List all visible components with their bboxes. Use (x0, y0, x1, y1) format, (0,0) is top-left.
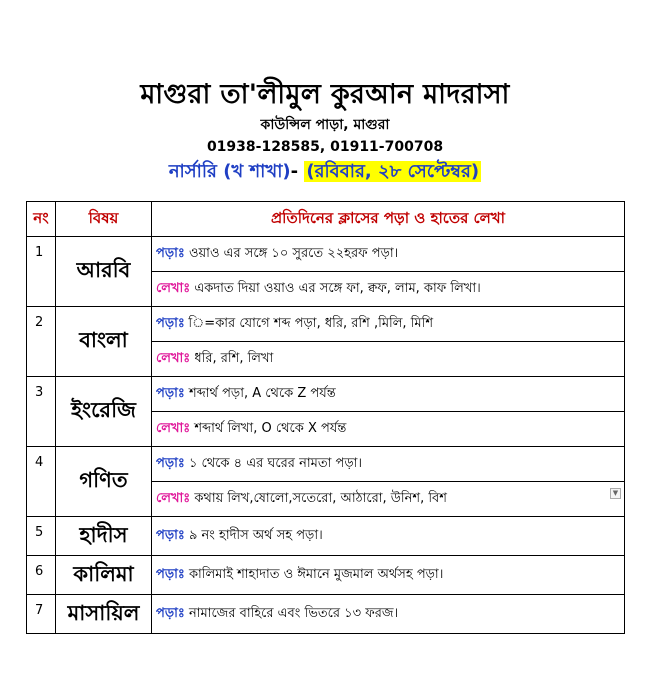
read-task (152, 377, 625, 412)
write-text: শব্দার্থ লিখা, O থেকে X পর্যন্ত (190, 420, 347, 436)
read-text: ওয়াও এর সঙ্গে ১০ সুরতে ২২হরফ পড়া। (184, 245, 399, 261)
write-task (152, 342, 625, 377)
row-number: 4 (27, 447, 56, 517)
read-task (152, 447, 625, 482)
write-label: লেখাঃ (156, 420, 191, 436)
write-task (152, 412, 625, 447)
table-row (27, 447, 625, 482)
row-number: 1 (27, 237, 56, 307)
write-task (152, 482, 625, 517)
table-row (27, 237, 625, 272)
read-task (152, 237, 625, 272)
read-label: পড়াঃ (156, 315, 185, 331)
header-no: নং (27, 202, 56, 237)
read-text: ১ থেকে ৪ এর ঘরের নামতা পড়া। (184, 455, 363, 471)
read-label: পড়াঃ (156, 385, 185, 401)
table-row (27, 307, 625, 342)
read-task (152, 517, 625, 556)
madrasa-title: মাগুরা তা'লীমুল কুরআন মাদরাসা (140, 79, 510, 110)
read-label: পড়াঃ (156, 455, 185, 471)
write-label: লেখাঃ (156, 490, 191, 506)
read-label: পড়াঃ (156, 527, 185, 543)
write-task (152, 272, 625, 307)
row-number: 6 (27, 556, 56, 595)
write-text: ধরি, রশি, লিখা (190, 350, 274, 366)
class-date-separator: - (290, 161, 305, 182)
class-line (0, 160, 650, 184)
write-label: লেখাঃ (156, 350, 191, 366)
read-text: শব্দার্থ পড়া, A থেকে Z পর্যন্ত (184, 385, 336, 401)
read-label: পড়াঃ (156, 245, 185, 261)
table-row (27, 556, 625, 595)
document-header (0, 78, 650, 184)
row-number: 7 (27, 595, 56, 634)
subject-cell: গণিত (56, 447, 152, 517)
header-work: প্রতিদিনের ক্লাসের পড়া ও হাতের লেখা (152, 202, 625, 237)
read-label: পড়াঃ (156, 605, 185, 621)
read-text: কালিমাই শাহাদাত ও ঈমানে মুজমাল অর্থসহ পড়া। (184, 566, 444, 582)
table-row (27, 517, 625, 556)
subject-cell: কালিমা (56, 556, 152, 595)
write-text: কথায় লিখ,ষোলো,সতেরো, আঠারো, উনিশ, বিশ (190, 490, 447, 506)
write-label: লেখাঃ (156, 280, 191, 296)
row-number: 3 (27, 377, 56, 447)
subject-cell: ইংরেজি (56, 377, 152, 447)
read-label: পড়াঃ (156, 566, 185, 582)
read-task (152, 556, 625, 595)
read-text: ৯ নং হাদীস অর্থ সহ পড়া। (184, 527, 323, 543)
phone-numbers: 01938-128585, 01911-700708 (206, 139, 444, 155)
write-text: একদাত দিয়া ওয়াও এর সঙ্গে ফা, ক্বফ, লাম, কাফ লিখা। (190, 280, 481, 296)
table-header-row (27, 202, 625, 237)
row-number: 2 (27, 307, 56, 377)
subject-cell: মাসায়িল (56, 595, 152, 634)
read-text: নামাজের বাহিরে এবং ভিতরে ১৩ ফরজ। (184, 605, 399, 621)
subject-cell: বাংলা (56, 307, 152, 377)
table-row (27, 377, 625, 412)
routine-table (26, 201, 625, 634)
class-date: (রবিবার, ২৮ সেপ্টেম্বর) (306, 161, 480, 182)
subject-cell: আরবি (56, 237, 152, 307)
subject-cell: হাদীস (56, 517, 152, 556)
class-name: নার্সারি (খ শাখা) (168, 161, 291, 182)
read-task (152, 595, 625, 634)
table-row (27, 595, 625, 634)
madrasa-address: কাউন্সিল পাড়া, মাগুরা (260, 117, 390, 133)
read-task (152, 307, 625, 342)
row-number: 5 (27, 517, 56, 556)
read-text: ি=কার যোগে শব্দ পড়া, ধরি, রশি ,মিলি, মিশি (184, 315, 434, 331)
dropdown-arrow-icon[interactable]: ▼ (610, 488, 621, 499)
header-subject: বিষয় (56, 202, 152, 237)
